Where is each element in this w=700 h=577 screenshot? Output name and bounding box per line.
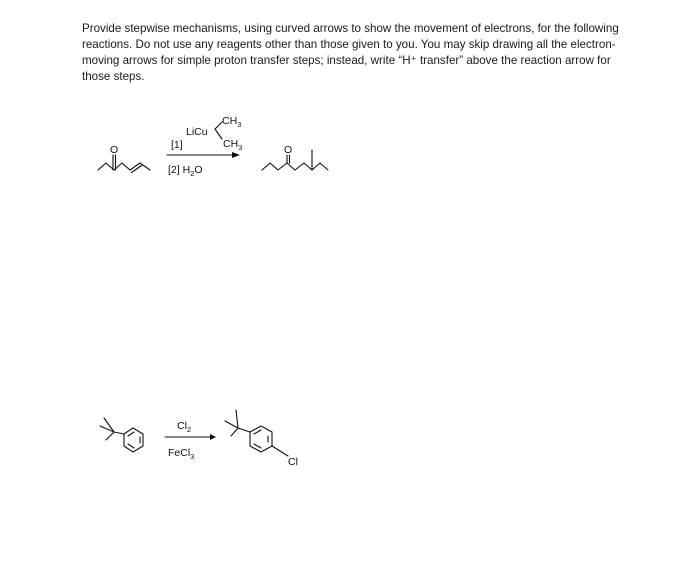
- product-ketone: [262, 150, 328, 170]
- oxygen-label-product: O: [284, 144, 293, 156]
- cuprate-licu-label: LiCu: [186, 126, 208, 138]
- chlorine-substituent-label: Cl: [288, 456, 298, 468]
- cuprate-methyl-bottom: $CH_3$: [223, 138, 243, 152]
- step2-label: [2] $H_2O$: [168, 164, 203, 178]
- product-chloro-tert-butylbenzene: [225, 410, 288, 456]
- reagent-cl2: $Cl_2$: [177, 420, 192, 434]
- instructions-text: Provide stepwise mechanisms, using curved arrows to show the movement of electrons, for the following reactions. Do not use any reagents other than those given to you. You may skip drawing all the electron-moving arrows for simple proton transfer steps; instead, write “H⁺ transfer” above the reaction arrow for those steps.: [82, 22, 619, 83]
- reactant-tert-butylbenzene: [100, 418, 143, 452]
- cuprate-methyl-top: $CH_3$: [222, 115, 242, 129]
- oxygen-label-reactant: O: [110, 144, 119, 156]
- reactant-enone: [98, 155, 150, 173]
- step1-label: [1]: [171, 139, 183, 151]
- reagent-fecl3: FeCl$_3$: [168, 447, 195, 461]
